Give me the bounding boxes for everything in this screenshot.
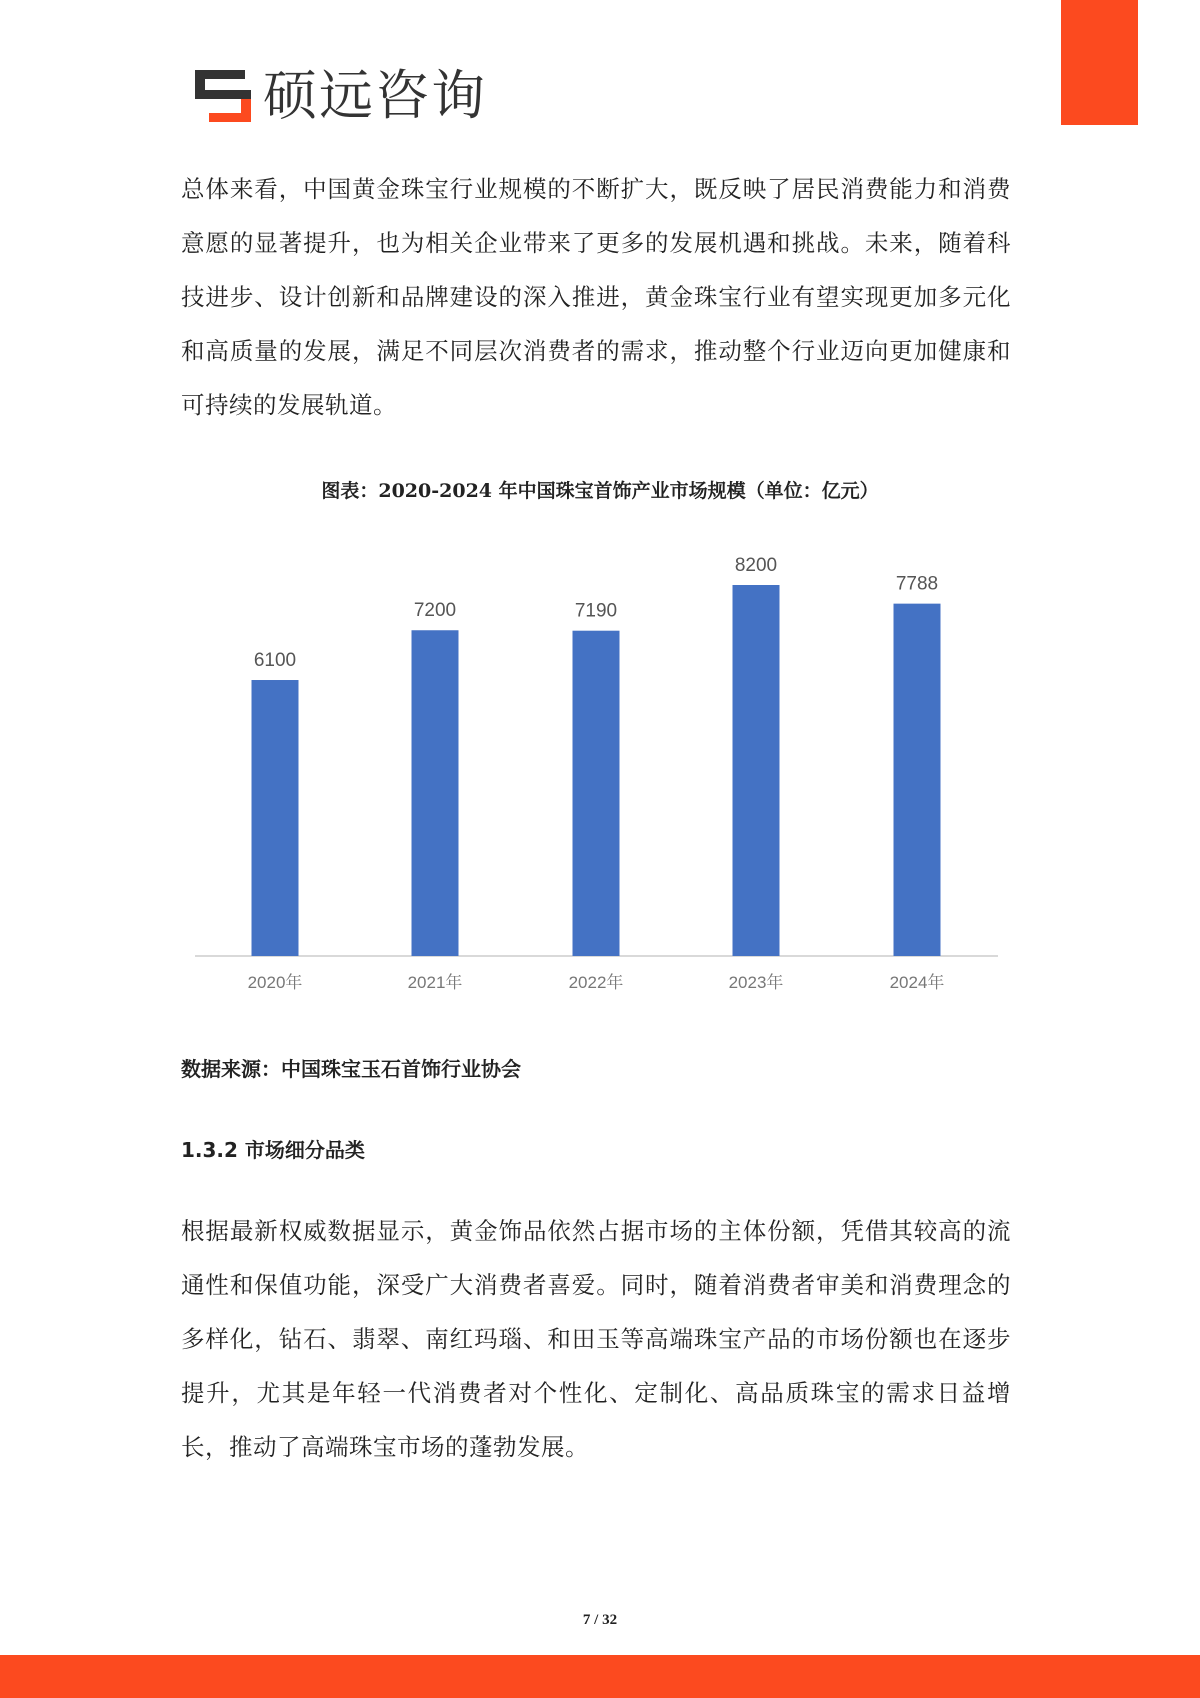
bar-2020年 [252,680,299,956]
bar-2024年 [894,604,941,956]
bar-2022年 [573,631,620,956]
data-source: 数据来源：中国珠宝玉石首饰行业协会 [181,1057,521,1081]
x-tick-label: 2024年 [889,973,945,992]
x-tick-label: 2020年 [247,973,303,992]
section-heading: 1.3.2 市场细分品类 [181,1138,365,1162]
page-number: 7 / 32 [582,1612,618,1628]
data-label: 6100 [253,650,297,672]
bar-2021年 [412,630,459,956]
bar-2023年 [733,585,780,956]
x-tick-label: 2022年 [568,973,624,992]
data-label: 7200 [413,600,457,622]
footer-accent-bar [0,1655,1200,1698]
data-label: 7190 [574,600,618,622]
data-label: 8200 [734,555,778,576]
body-paragraph: 根据最新权威数据显示，黄金饰品依然占据市场的主体份额，凭借其较高的流通性和保值功能，深受广大消费者喜爱。同时，随着消费者审美和消费理念的多样化，钻石、翡翠、南红玛瑙、和田玉等高端珠宝产品的市场份额也在逐步提升，尤其是年轻一代消费者对个性化、定制化、高品质珠宝的需求日益增长，推动了高端珠宝市场的蓬勃发展。 [181,1217,1011,1461]
x-tick-label: 2021年 [407,973,463,992]
body-paragraph: 总体来看，中国黄金珠宝行业规模的不断扩大，既反映了居民消费能力和消费意愿的显著提升，也为相关企业带来了更多的发展机遇和挑战。未来，随着科技进步、设计创新和品牌建设的深入推进，黄金珠宝行业有望实现更加多元化和高质量的发展，满足不同层次消费者的需求，推动整个行业迈向更加健康和可持续的发展轨道。 [181,175,1011,419]
data-label: 7788 [895,573,939,595]
x-tick-label: 2023年 [728,973,784,992]
chart-title: 图表：2020-2024 年中国珠宝首饰产业市场规模（单位：亿元） [321,480,879,502]
logo-text: 硕远咨询 [263,64,487,127]
